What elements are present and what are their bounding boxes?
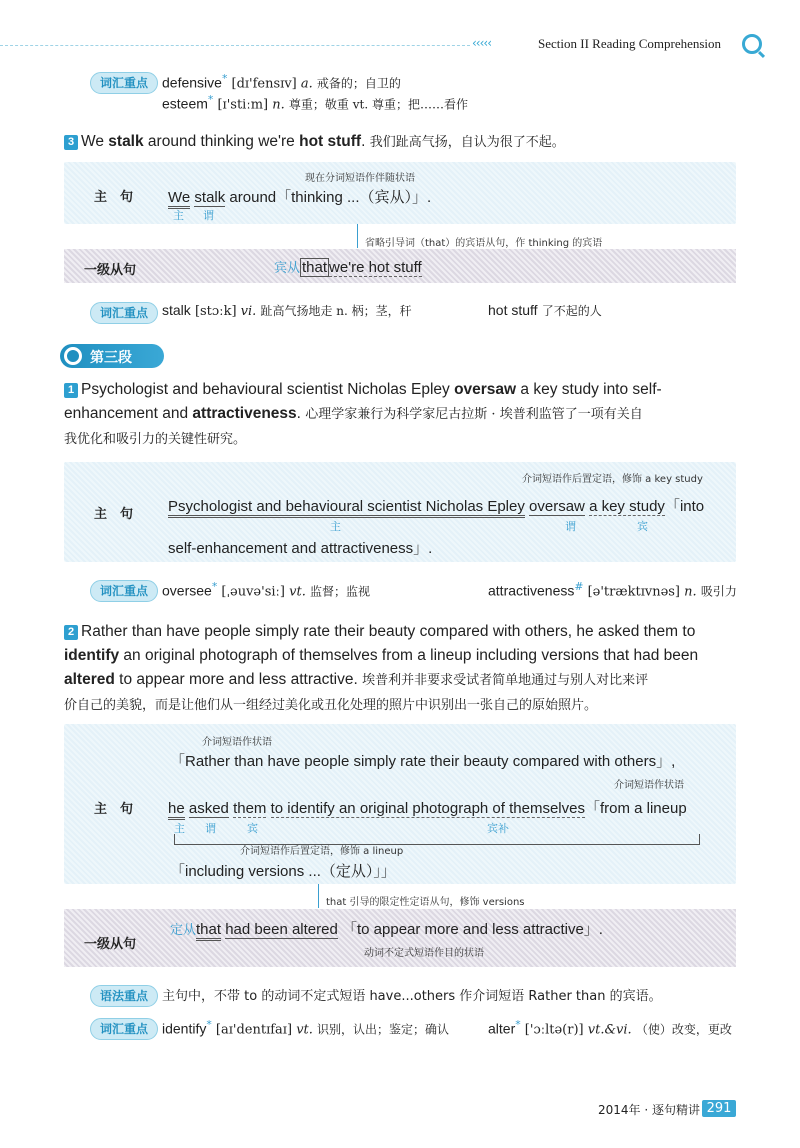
vocab-entry: stalk [stɔːk] vi. 趾高气扬地走 n. 柄；茎，秆 [162,302,412,319]
sentence-p3-2: 2 Rather than have people simply rate their beauty compared with others, he asked them to identify an original photograph of themselves from a lineup including versions that had been altered to appear more and less attractive. 埃普利并非要求受试者简单地通过与别人对比来评 价自己的美貌，而是让他们从一组经过美化或丑化处理的照片中识别出一张自己的原始照片。 [64,623,699,713]
sub-clause-label: 一级从句 [84,937,137,952]
page-number: 291 [702,1100,736,1117]
annotation: 省略引导词（that）的宾语从句，作 thinking 的宾语 [365,238,603,249]
annotation: 现在分词短语作伴随状语 [305,173,415,184]
main-clause-text: We stalk around「thinking ...（宾从）」. [168,186,431,207]
vocab-tag: 词汇重点 [90,1018,158,1040]
role-label: 宾补 [487,822,509,835]
vocab-tag: 词汇重点 [90,72,158,94]
role-label: 主 [174,822,185,835]
main-clause-label: 主 句 [94,507,134,522]
paragraph-heading: 第三段 [60,344,164,368]
annotation: that 引导的限定性定语从句，修饰 versions [326,897,525,908]
main-clause-label: 主 句 [94,190,134,205]
header-chevrons: ‹‹‹‹‹ [472,36,491,50]
grammar-tag: 语法重点 [90,985,158,1007]
header-title: Section II Reading Comprehension [538,36,722,51]
vocab-entry: esteem* [ɪ'stiːm] n. 尊重；敬重 vt. 尊重；把……看作 [162,93,468,113]
annotation: 介词短语作状语 [202,737,272,748]
main-clause-text: 「Rather than have people simply rate their beauty compared with others」, [170,753,676,770]
annotation: 介词短语作后置定语，修饰 a lineup [240,846,404,857]
vocab-tag: 词汇重点 [90,580,158,602]
sentence-p3-1: 1 Psychologist and behavioural scientist Nicholas Epley oversaw a key study into self- enhancement and attractiveness. 心理学家兼行为科学家尼古拉斯 · 埃普利监管了一项有关自 我优化和吸引力的关键性研究。 [64,381,662,447]
vocab-entry: defensive* [dɪ'fensɪv] a. 戒备的；自卫的 [162,72,401,92]
vocab-entry: attractiveness# [ə'træktɪvnəs] n. 吸引力 [488,580,737,600]
main-clause-label: 主 句 [94,802,134,817]
role-label: 谓 [203,209,214,222]
sub-clause-text: 定从that had been altered 「to appear more and less attractive」. [170,918,603,939]
connector-line [357,224,358,248]
role-label: 宾 [247,822,258,835]
footer-text: 2014年 · 逐句精讲 [598,1103,700,1117]
role-label: 主 [330,520,341,533]
role-label: 主 [173,209,184,222]
main-clause-text: 「including versions ...（定从）」」 [170,863,396,880]
main-clause-text: he asked them to identify an original photograph of themselves「from a lineup [168,797,687,818]
vocab-entry: alter* ['ɔːltə(r)] vt.&vi. （使）改变，更改 [488,1018,732,1038]
role-label: 谓 [205,822,216,835]
annotation: 介词短语作后置定语，修饰 a key study [522,474,703,485]
sub-clause-text: 宾从 that we're hot stuff [274,259,422,276]
main-clause-text: Psychologist and behavioural scientist Nicholas Epley oversaw a key study「into [168,495,704,516]
grammar-note: 主句中，不带 to 的动词不定式短语 have...others 作介词短语 Rather than 的宾语。 [162,989,662,1004]
vocab-tag: 词汇重点 [90,302,158,324]
annotation: 介词短语作状语 [614,780,684,791]
header-rule [0,45,470,46]
sentence-number: 3 [64,135,78,150]
sentence-3: 3 We stalk around thinking we're hot stuff. 我们趾高气扬，自认为很了不起。 [64,130,565,155]
search-icon [742,34,762,54]
role-label: 宾 [637,520,648,533]
vocab-entry: oversee* [ˌəuvə'siː] vt. 监督；监视 [162,580,370,600]
search-icon [64,347,82,365]
connector-line [318,884,319,908]
main-clause-text: self-enhancement and attractiveness」. [168,540,433,557]
sentence-number: 2 [64,625,78,640]
role-label: 谓 [565,520,576,533]
vocab-entry: identify* [aɪ'dentɪfaɪ] vt. 识别，认出；鉴定；确认 [162,1018,450,1038]
vocab-entry: hot stuff 了不起的人 [488,302,602,318]
sentence-number: 1 [64,383,78,398]
sub-clause-label: 一级从句 [84,263,137,278]
annotation: 动词不定式短语作目的状语 [364,948,484,959]
